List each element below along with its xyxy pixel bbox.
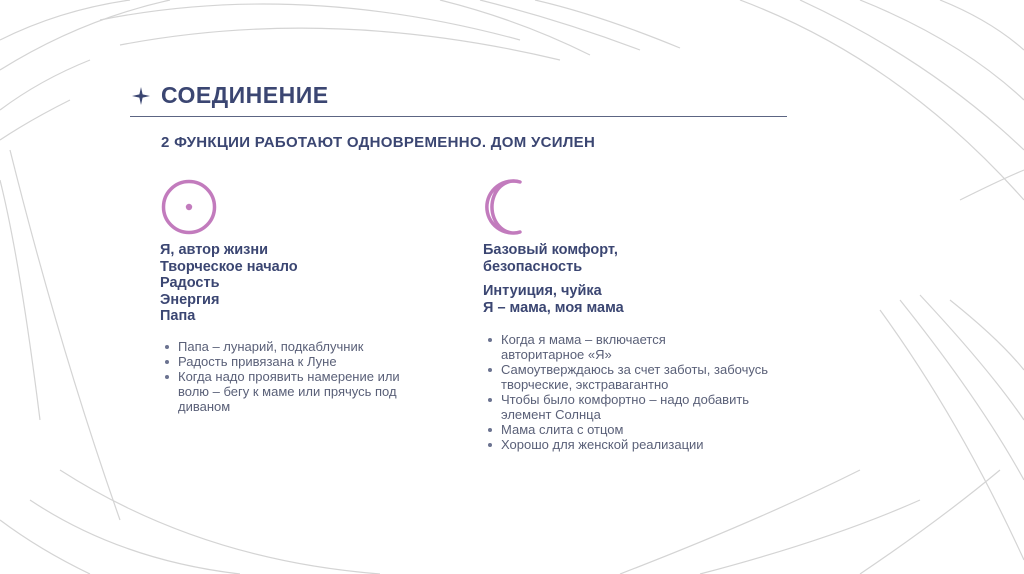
sun-heading-line: Я, автор жизни: [160, 242, 268, 258]
crescent-moon-icon: [482, 178, 526, 236]
moon-bullet-list: [483, 332, 803, 452]
list-item: Радость привязана к Луне: [160, 354, 478, 369]
slide-title: СОЕДИНЕНИЕ: [161, 82, 329, 108]
list-item: Самоутверждаюсь за счет заботы, забочусь творческие, экстравагантно: [483, 362, 791, 392]
sun-heading-line: Радость: [160, 275, 220, 291]
four-point-star-icon: [131, 86, 151, 106]
sun-heading-line: Энергия: [160, 291, 220, 308]
list-item: Мама слита с отцом: [483, 422, 801, 437]
moon-heading-line: безопасность: [483, 258, 583, 275]
title-divider: [130, 116, 787, 117]
list-item: Чтобы было комфортно – надо добавить элемент Солнца: [483, 392, 766, 422]
moon-column: [483, 242, 803, 452]
sun-heading-line: Творческое начало: [160, 258, 298, 275]
moon-heading-line: Интуиция, чуйка: [483, 283, 602, 299]
sun-heading-line: Папа: [160, 308, 196, 324]
slide-subtitle: 2 ФУНКЦИИ РАБОТАЮТ ОДНОВРЕМЕННО. ДОМ УСИЛЕН: [161, 134, 596, 151]
sun-column: [160, 242, 480, 414]
moon-heading-line: Базовый комфорт,: [483, 242, 618, 258]
list-item: Когда я мама – включается авторитарное «Я»: [483, 332, 731, 362]
sun-bullet-list: [160, 339, 480, 414]
list-item: Папа – лунарий, подкаблучник: [160, 339, 478, 354]
moon-heading-line: Я – мама, моя мама: [483, 299, 624, 316]
sun-symbol-icon: [160, 178, 218, 236]
list-item: Когда надо проявить намерение или волю – бегу к маме или прячусь под диваном: [160, 369, 418, 414]
list-item: Хорошо для женской реализации: [483, 437, 801, 452]
